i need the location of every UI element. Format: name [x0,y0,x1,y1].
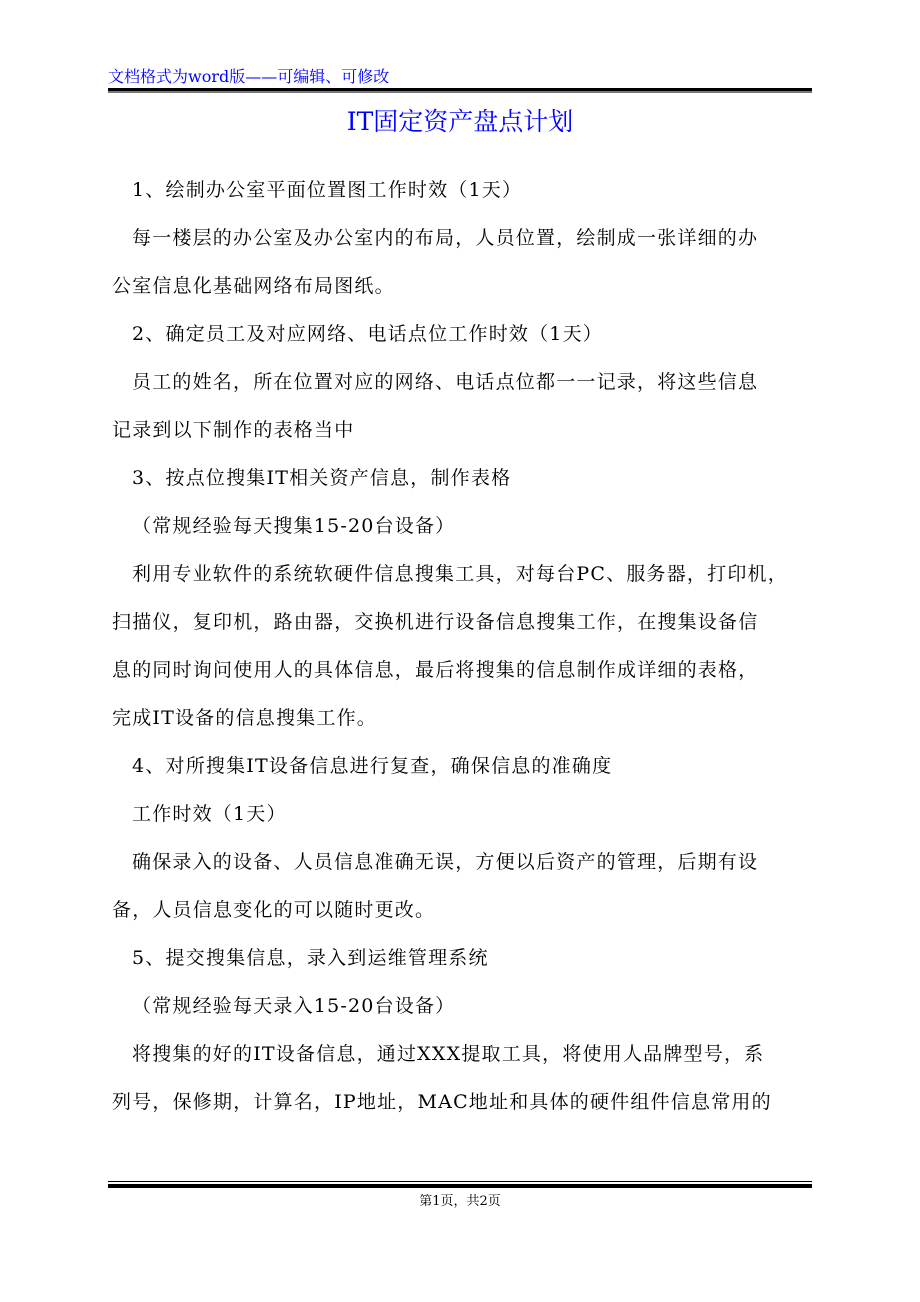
paragraph-line: 将搜集的好的IT设备信息，通过XXX提取工具，将使用人品牌型号，系 [132,1043,765,1065]
paragraph-line: 员工的姓名，所在位置对应的网络、电话点位都一一记录，将这些信息 [132,371,759,393]
paragraph-line: 扫描仪，复印机，路由器，交换机进行设备信息搜集工作，在搜集设备信 [112,611,759,633]
paragraph-line: 2、确定员工及对应网络、电话点位工作时效（1天） [132,323,603,345]
paragraph-line: 列号，保修期，计算名，IP地址，MAC地址和具体的硬件组件信息常用的 [112,1091,772,1113]
paragraph-line: 4、对所搜集IT设备信息进行复查，确保信息的准确度 [132,755,613,777]
paragraph-line: 息的同时询问使用人的具体信息，最后将搜集的信息制作成详细的表格， [112,659,759,681]
paragraph-line: 工作时效（1天） [132,803,287,825]
document-title: IT固定资产盘点计划 [346,107,574,136]
paragraph-line: 公室信息化基础网络布局图纸。 [112,275,395,297]
paragraph-line: 完成IT设备的信息搜集工作。 [112,707,377,729]
paragraph-line: （常规经验每天录入15-20台设备） [132,995,456,1017]
paragraph-line: （常规经验每天搜集15-20台设备） [132,515,456,537]
paragraph-line: 1、绘制办公室平面位置图工作时效（1天） [132,179,523,201]
page-footer: 第1页，共2页 [419,1194,501,1209]
footer-rule-thick [108,1184,812,1188]
paragraph-line: 记录到以下制作的表格当中 [112,419,355,441]
footer-rule [108,1181,812,1182]
header-rule [108,88,812,93]
paragraph-line: 确保录入的设备、人员信息准确无误，方便以后资产的管理，后期有设 [132,851,759,873]
paragraph-line: 5、提交搜集信息，录入到运维管理系统 [132,947,489,969]
paragraph-line: 3、按点位搜集IT相关资产信息，制作表格 [132,467,512,489]
paragraph-line: 利用专业软件的系统软硬件信息搜集工具，对每台PC、服务器，打印机， [132,563,788,585]
paragraph-line: 每一楼层的办公室及办公室内的布局，人员位置，绘制成一张详细的办 [132,227,759,249]
paragraph-line: 备，人员信息变化的可以随时更改。 [112,899,436,921]
page-header: 文档格式为word版——可编辑、可修改 [108,67,390,86]
